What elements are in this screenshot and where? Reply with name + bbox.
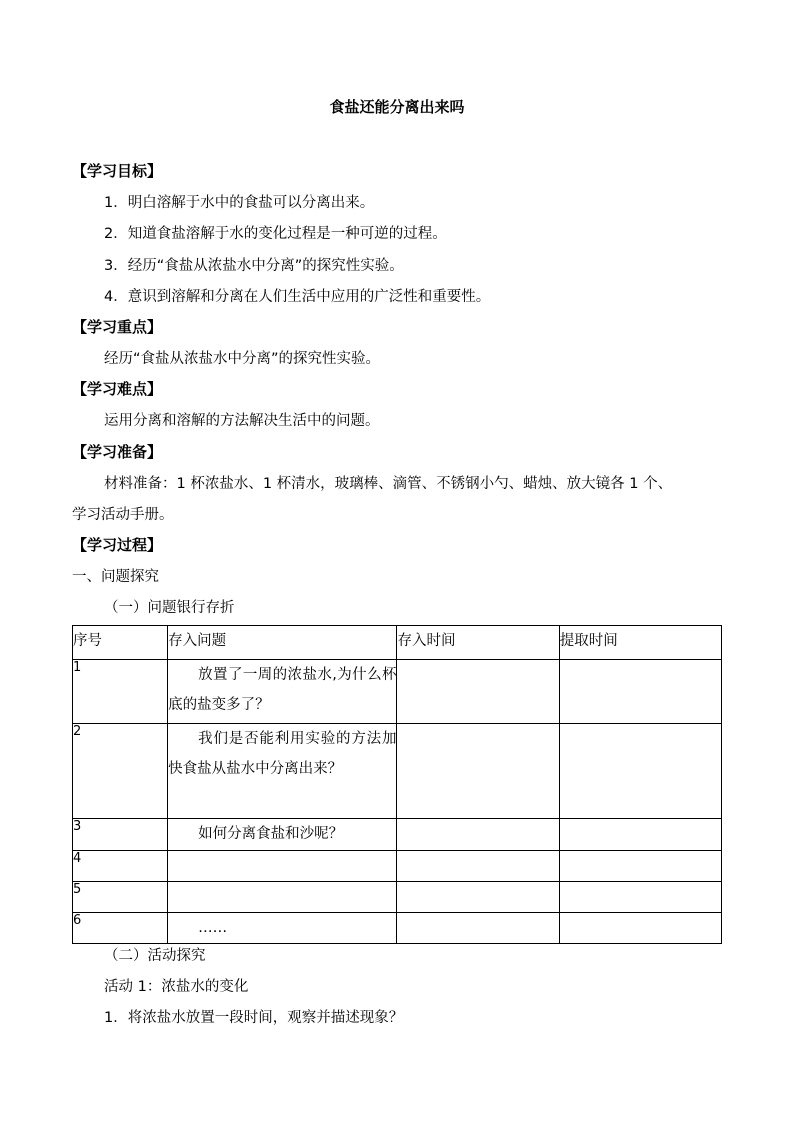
header-question: 存入问题 — [168, 626, 397, 660]
row-number: 4 — [73, 851, 168, 882]
row-deposit-time[interactable] — [397, 724, 559, 819]
row-question: …… — [198, 920, 228, 936]
activity-1-title: 活动 1：浓盐水的变化 — [104, 979, 249, 995]
table-row — [73, 724, 722, 819]
question-bank-table — [72, 625, 722, 944]
activity-1-step-1: 1．将浓盐水放置一段时间，观察并描述现象？ — [104, 1010, 404, 1026]
process-sub-1: （一）问题银行存折 — [104, 600, 235, 616]
row-number: 5 — [73, 882, 168, 913]
goal-item-2: 2．知道食盐溶解于水的变化过程是一种可逆的过程。 — [104, 226, 447, 242]
row-deposit-time[interactable] — [397, 882, 559, 913]
difficulties-text: 运用分离和溶解的方法解决生活中的问题。 — [104, 413, 380, 429]
table-row — [73, 913, 722, 944]
row-number: 6 — [73, 913, 168, 944]
header-deposit-time: 存入时间 — [397, 626, 559, 660]
row-withdraw-time[interactable] — [559, 913, 721, 944]
process-part-1: 一、问题探究 — [72, 569, 159, 585]
row-question: 我们是否能利用实验的方法加快食盐从盐水中分离出来？ — [168, 731, 397, 777]
document-title: 食盐还能分离出来吗 — [329, 98, 465, 116]
preparation-line-1: 材料准备：1 杯浓盐水、1 杯清水，玻璃棒、滴管、不锈钢小勺、蜡烛、放大镜各 1 个、 — [104, 476, 673, 492]
row-withdraw-time[interactable] — [559, 819, 721, 851]
row-withdraw-time[interactable] — [559, 882, 721, 913]
table-header-row — [73, 626, 722, 660]
row-withdraw-time[interactable] — [559, 724, 721, 819]
row-deposit-time[interactable] — [397, 819, 559, 851]
table-row — [73, 819, 722, 851]
row-withdraw-time[interactable] — [559, 660, 721, 724]
table-row — [73, 660, 722, 724]
row-number: 3 — [73, 819, 168, 851]
row-deposit-time[interactable] — [397, 660, 559, 724]
process-sub-2: （二）活动探究 — [104, 948, 206, 964]
row-question: 放置了一周的浓盐水,为什么杯底的盐变多了？ — [168, 667, 397, 713]
table-row — [73, 851, 722, 882]
row-question: 如何分离食盐和沙呢？ — [198, 826, 344, 842]
row-withdraw-time[interactable] — [559, 851, 721, 882]
preparation-heading: 【学习准备】 — [72, 443, 163, 461]
row-deposit-time[interactable] — [397, 851, 559, 882]
row-deposit-time[interactable] — [397, 913, 559, 944]
goal-item-1: 1．明白溶解于水中的食盐可以分离出来。 — [104, 195, 375, 211]
row-number: 2 — [73, 724, 168, 819]
key-points-text: 经历“食盐从浓盐水中分离”的探究性实验。 — [104, 351, 381, 367]
table-row — [73, 882, 722, 913]
header-number: 序号 — [73, 626, 168, 660]
goals-heading: 【学习目标】 — [72, 162, 163, 180]
difficulties-heading: 【学习难点】 — [72, 380, 163, 398]
row-number: 1 — [73, 660, 168, 724]
key-points-heading: 【学习重点】 — [72, 318, 163, 336]
process-heading: 【学习过程】 — [72, 536, 163, 554]
header-withdraw-time: 提取时间 — [559, 626, 721, 660]
goal-item-3: 3．经历“食盐从浓盐水中分离”的探究性实验。 — [104, 258, 404, 274]
goal-item-4: 4．意识到溶解和分离在人们生活中应用的广泛性和重要性。 — [104, 289, 491, 305]
preparation-line-2: 学习活动手册。 — [72, 507, 174, 523]
